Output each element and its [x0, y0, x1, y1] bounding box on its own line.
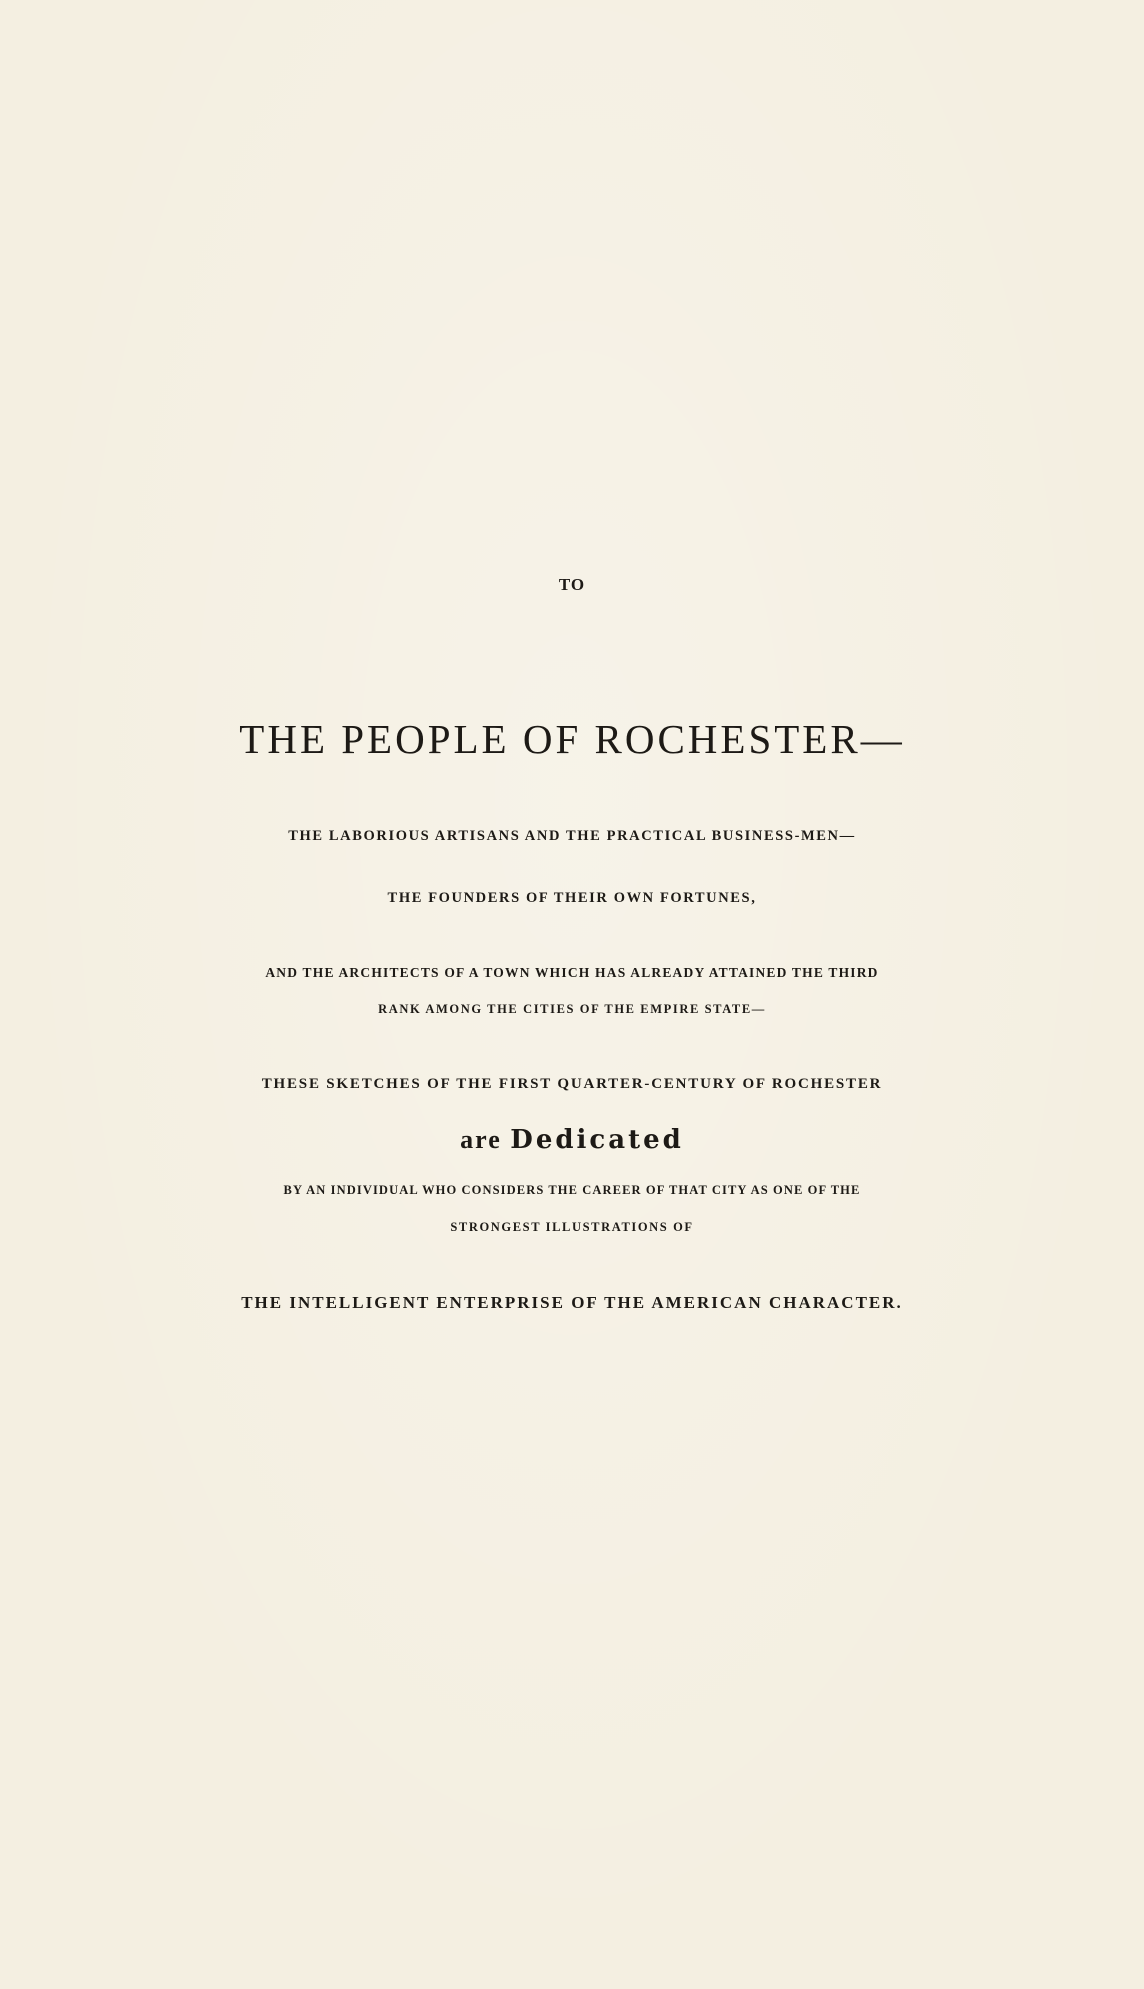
- dedication-line-8: THE INTELLIGENT ENTERPRISE OF THE AMERICAN CHARACTER.: [241, 1293, 903, 1312]
- dedication-line-6: BY AN INDIVIDUAL WHO CONSIDERS THE CAREER OF THAT CITY AS ONE OF THE: [283, 1183, 861, 1197]
- dedicated-phrase: [0, 1125, 1144, 1155]
- dedication-line-3: AND THE ARCHITECTS OF A TOWN WHICH HAS ALREADY ATTAINED THE THIRD: [265, 965, 879, 980]
- dedication-heading: THE PEOPLE OF ROCHESTER—: [239, 716, 905, 762]
- dedication-line-2: THE FOUNDERS OF THEIR OWN FORTUNES,: [387, 890, 757, 906]
- dedication-line-4: RANK AMONG THE CITIES OF THE EMPIRE STATE—: [378, 1002, 766, 1016]
- dedication-line-1: THE LABORIOUS ARTISANS AND THE PRACTICAL BUSINESS-MEN—: [288, 828, 856, 844]
- dedication-line-7: STRONGEST ILLUSTRATIONS OF: [450, 1220, 694, 1234]
- are-word: are: [460, 1125, 502, 1154]
- dedicated-word: Dedicated: [510, 1125, 684, 1155]
- dedication-to: TO: [558, 575, 586, 594]
- dedication-line-5: THESE SKETCHES OF THE FIRST QUARTER-CENTURY OF ROCHESTER: [261, 1076, 883, 1092]
